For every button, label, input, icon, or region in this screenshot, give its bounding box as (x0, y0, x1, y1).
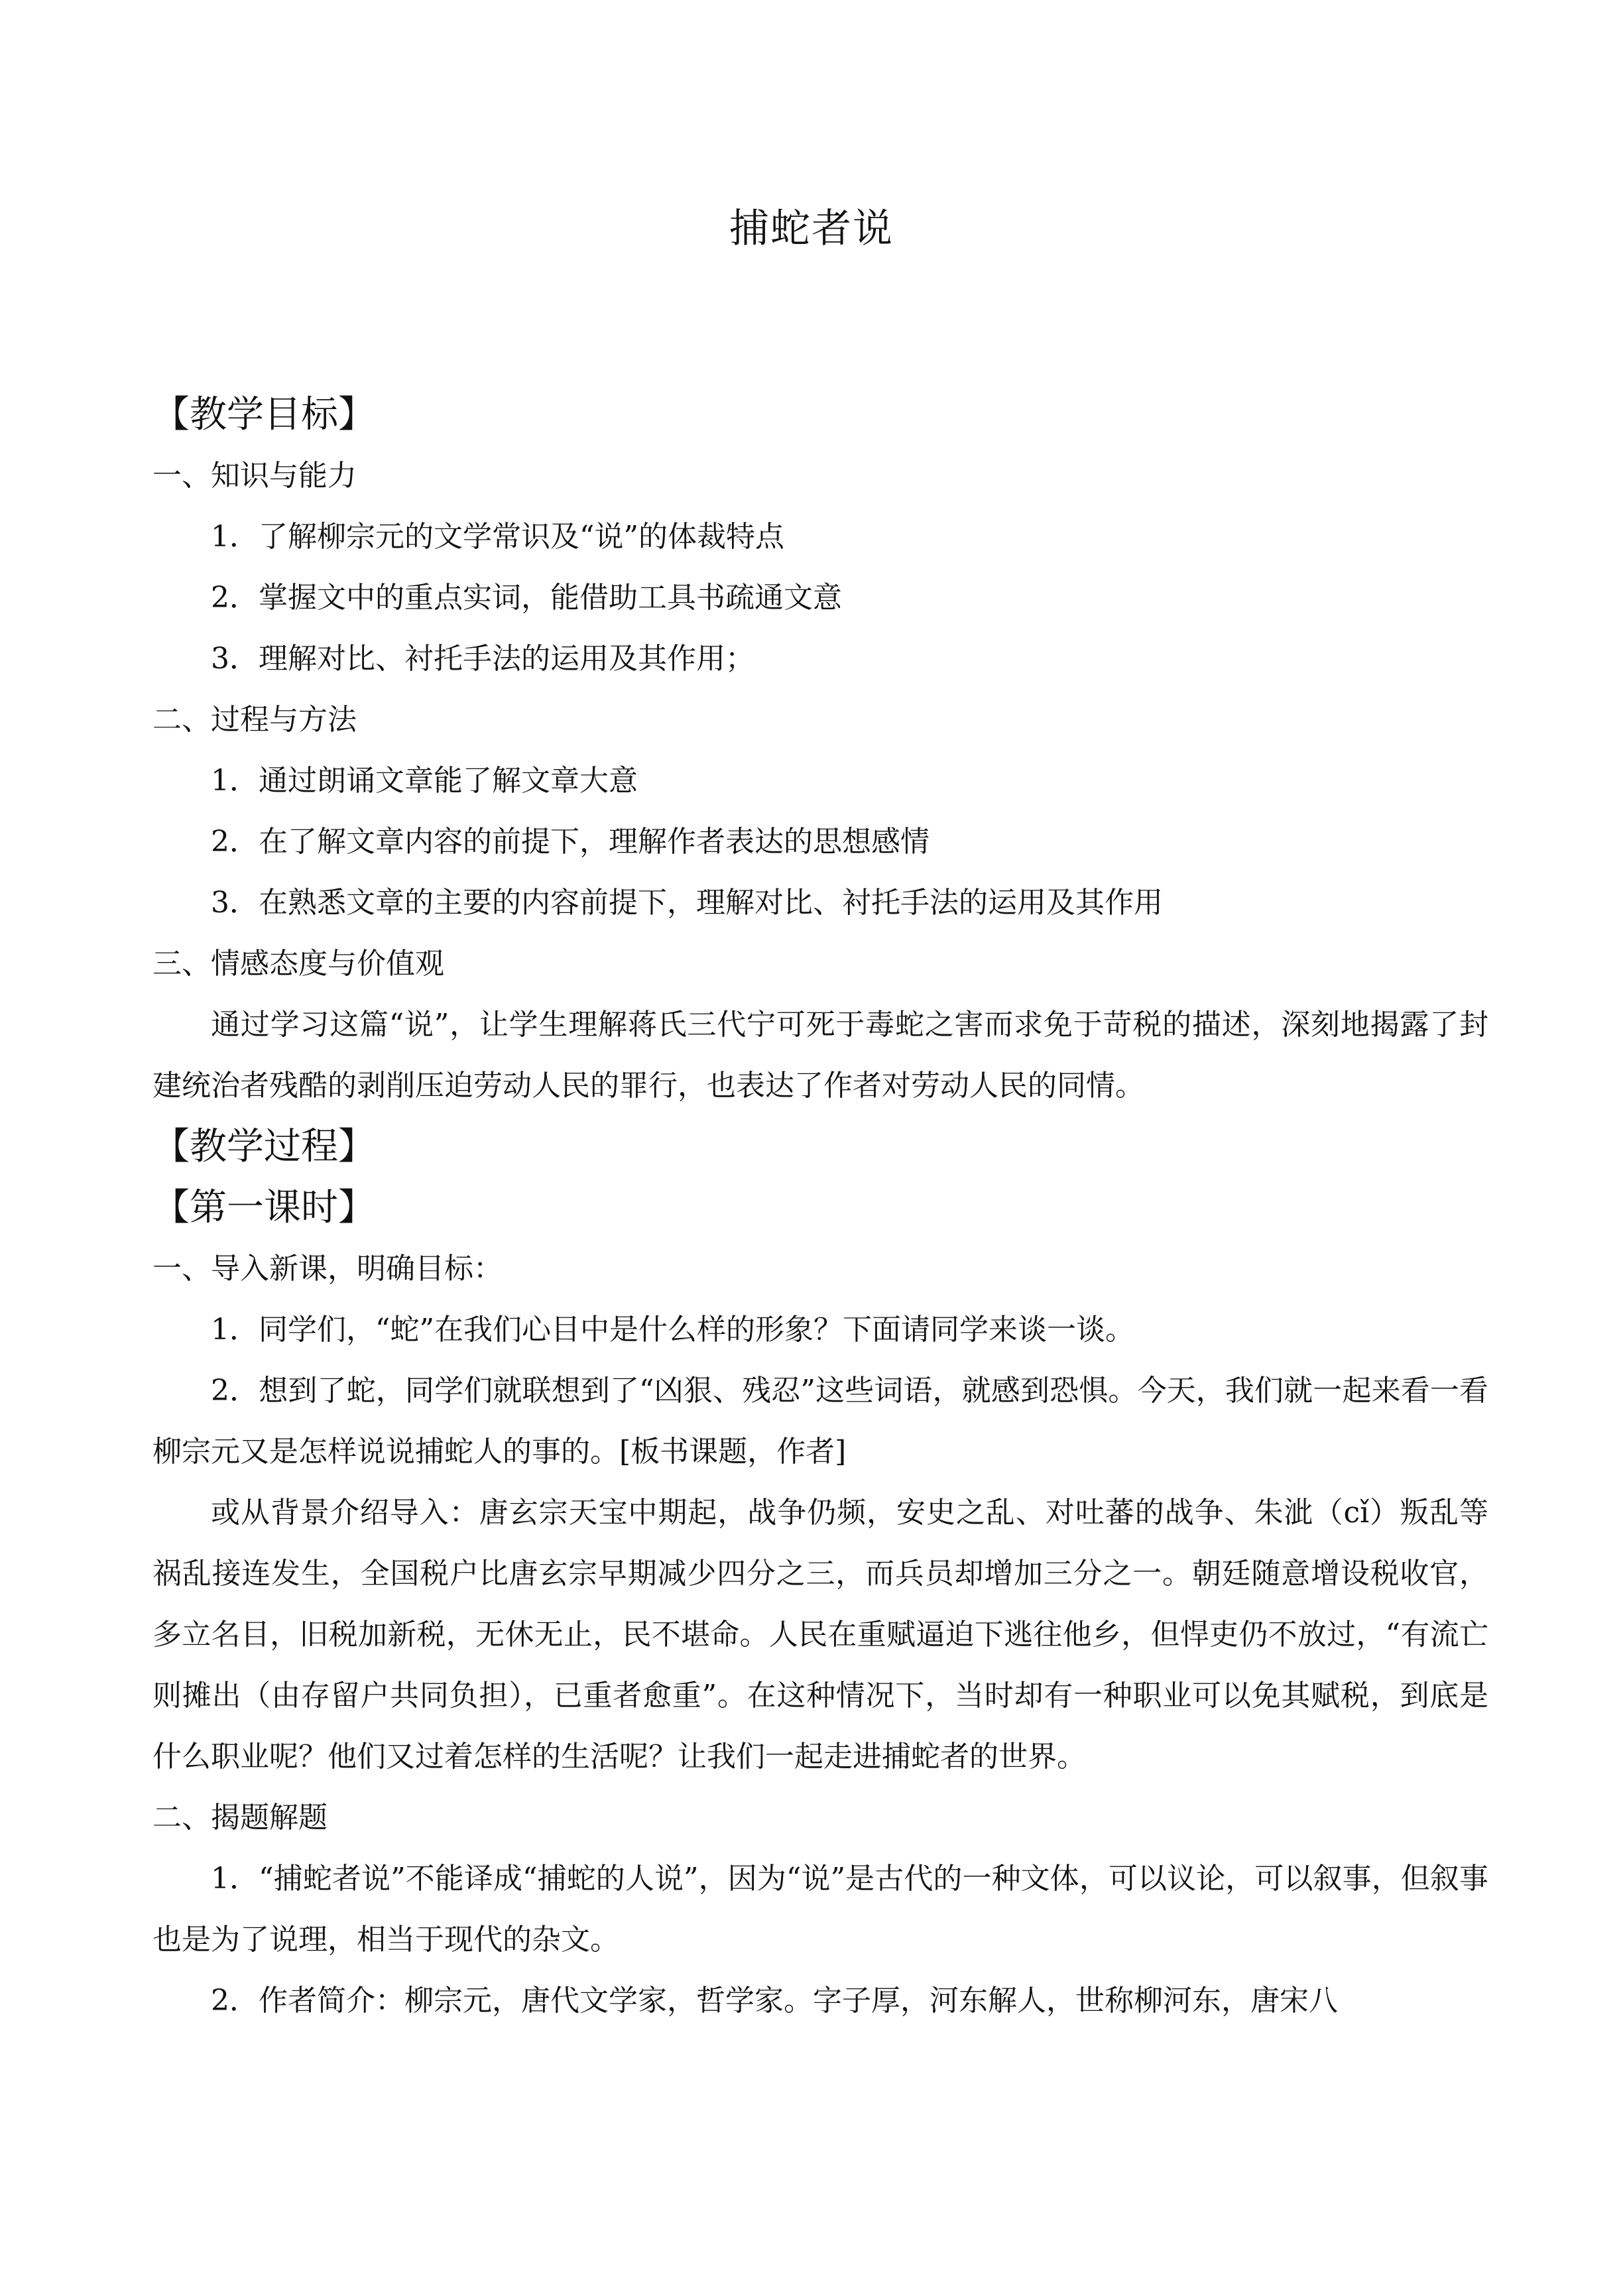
values-paragraph: 通过学习这篇“说”，让学生理解蒋氏三代宁可死于毒蛇之害而求免于苛税的描述，深刻地揭露了封建统治者残酷的剥削压迫劳动人民的罪行，也表达了作者对劳动人民的同情。 (152, 1008, 1488, 1103)
list-item: 3．在熟悉文章的主要的内容前提下，理解对比、衬托手法的运用及其作用 (211, 886, 1163, 920)
section-heading-process: 二、过程与方法 (152, 703, 357, 737)
background-paragraph: 或从背景介绍导入：唐玄宗天宝中期起，战争仍频，安史之乱、对吐蕃的战争、朱泚（cǐ）叛乱等祸乱接连发生，全国税户比唐玄宗早期减少四分之三，而兵员却增加三分之一。朝廷随意增设税收官，多立名目，旧税加新税，无休无止，民不堪命。人民在重赋逼迫下逃往他乡，但悍吏仍不放过，“有流亡则摊出（由存留户共同负担），已重者愈重”。在这种情况下，当时却有一种职业可以免其赋税，到底是什么职业呢？他们又过着怎样的生活呢？让我们一起走进捕蛇者的世界。 (152, 1496, 1488, 1774)
document-body (152, 385, 1488, 2031)
list-item: 2．掌握文中的重点实词，能借助工具书疏通文意 (211, 581, 842, 615)
section-heading-knowledge: 一、知识与能力 (152, 459, 357, 493)
document-title: 捕蛇者说 (729, 206, 894, 252)
list-item: 2．作者简介：柳宗元，唐代文学家，哲学家。字子厚，河东解人，世称柳河东，唐宋八 (211, 1984, 1338, 2018)
step2-heading: 二、揭题解题 (152, 1801, 328, 1835)
list-item: 1．同学们，“蛇”在我们心目中是什么样的形象？下面请同学来谈一谈。 (211, 1313, 1134, 1347)
list-item: 2．在了解文章内容的前提下，理解作者表达的思想感情 (211, 825, 930, 859)
list-item: 1．“捕蛇者说”不能译成“捕蛇的人说”，因为“说”是古代的一种文体，可以议论，可以叙事，但叙事也是为了说理，相当于现代的杂文。 (152, 1862, 1488, 1957)
list-item: 3．理解对比、衬托手法的运用及其作用； (211, 642, 754, 676)
process-heading: 【教学过程】 (152, 1125, 375, 1168)
list-item: 1．通过朗诵文章能了解文章大意 (211, 764, 638, 798)
list-item: 1．了解柳宗元的文学常识及“说”的体裁特点 (211, 520, 784, 554)
step1-heading: 一、导入新课，明确目标： (152, 1252, 503, 1286)
list-item: 2．想到了蛇，同学们就联想到了“凶狠、残忍”这些词语，就感到恐惧。今天，我们就一起来看一看柳宗元又是怎样说说捕蛇人的事的。[板书课题，作者] (152, 1374, 1488, 1469)
section-heading-values: 三、情感态度与价值观 (152, 947, 444, 981)
objectives-heading: 【教学目标】 (152, 393, 375, 436)
lesson1-heading: 【第一课时】 (152, 1186, 375, 1229)
